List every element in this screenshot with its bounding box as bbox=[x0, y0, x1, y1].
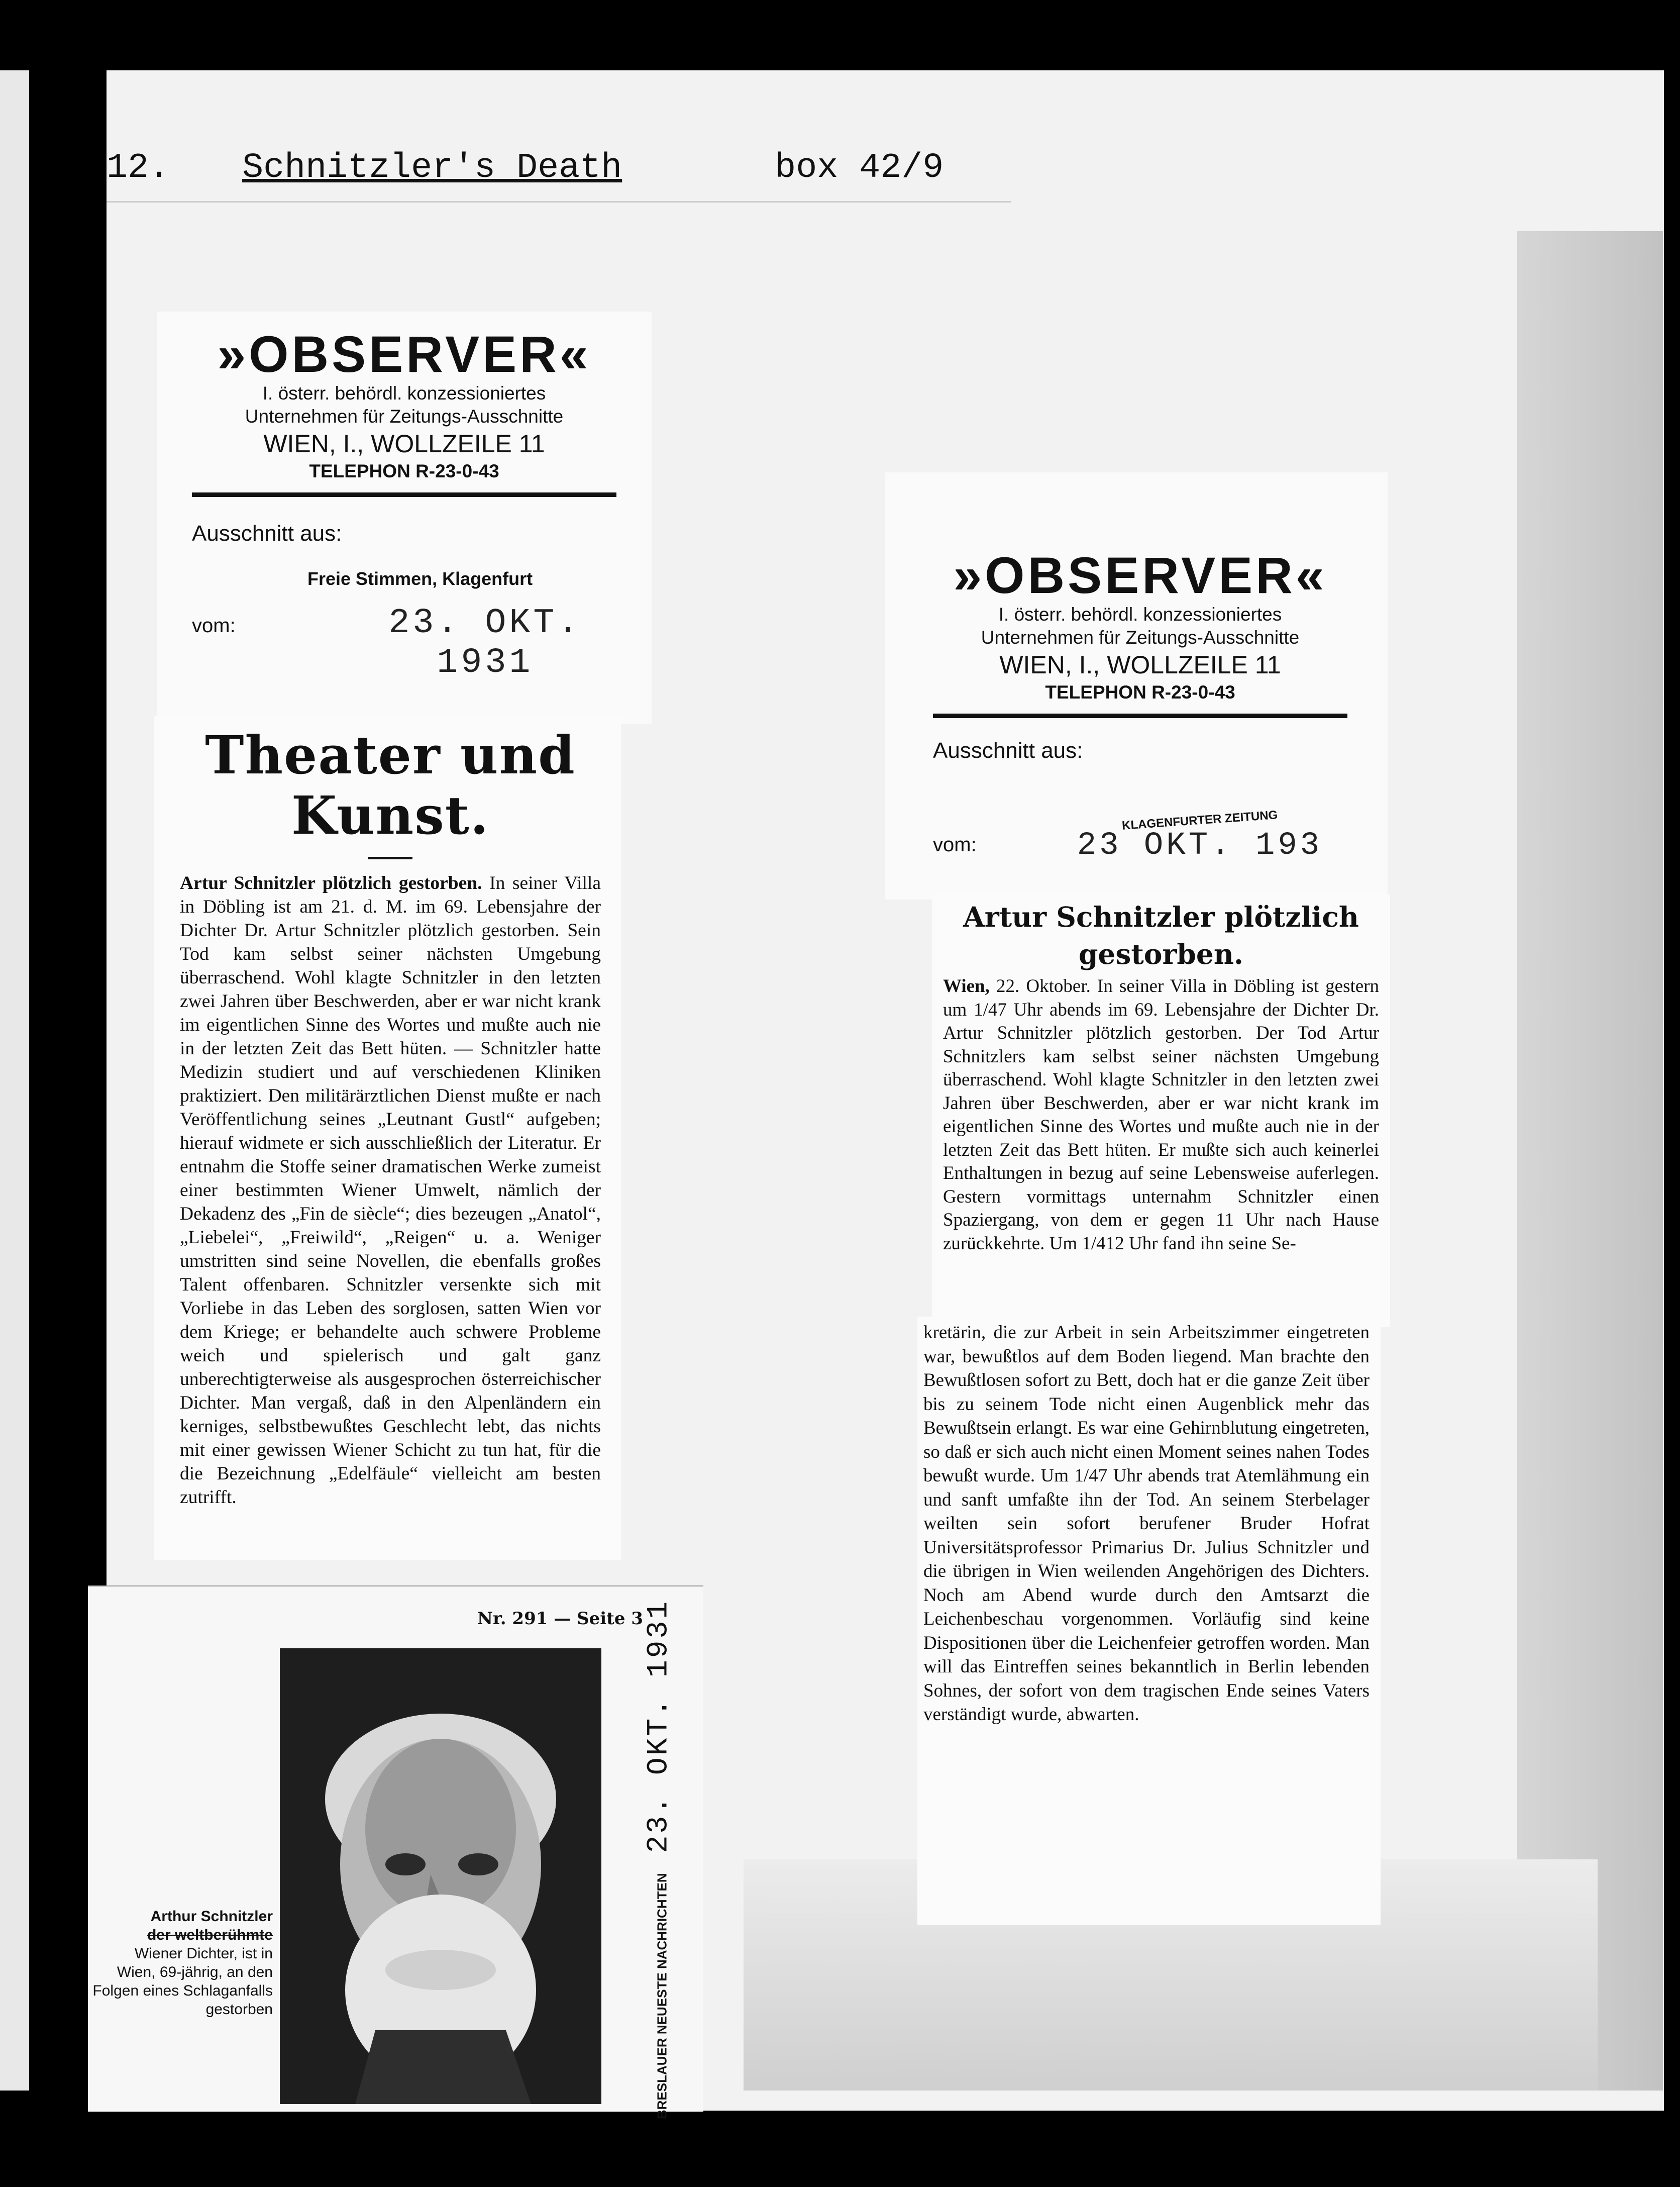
header-box: box 42/9 bbox=[775, 148, 944, 188]
date-stamp: 23 OKT. 193 bbox=[1077, 828, 1323, 864]
observer-line2: Unternehmen für Zeitungs-Ausschnitte bbox=[245, 406, 564, 427]
title-rule bbox=[368, 857, 412, 859]
ausschnitt-label: Ausschnitt aus: bbox=[192, 521, 342, 546]
header-number: 12. bbox=[107, 148, 170, 188]
page-shadow bbox=[1517, 231, 1663, 2091]
observer-slip-right bbox=[885, 472, 1388, 900]
clipping-body bbox=[180, 871, 601, 1509]
clipping-text: In seiner Villa in Döbling ist am 21. d. M. im 69. Lebensjahre der Dichter Dr. Artur Schnitzler plötzlich gestorben. Sein Tod kam selbst seiner nächsten Umgebung überraschend. Wohl klagte Schnitzler in den letzten zwei Jahren über Beschwerden, aber er war nicht krank im eigentlichen Sinne des Wortes und mußte auch nie in der letzten Zeit das Bett hüten. — Schnitzler hatte Medizin studiert und auf verschiedenen Kliniken praktiziert. Den militärärztlichen Dienst mußte er nach Veröffentlichung seines „Leutnant Gustl“ aufgeben; hierauf widmete er sich ausschließlich der Literatur. Er entnahm die Stoffe seiner dramatischen Werke zumeist einer bestimmten Wiener Umwelt, nämlich der Dekadenz des „Fin de siècle“; dies bezeugen „Anatol“, „Liebelei“, „Freiwild“, „Reigen“ u. a. Weniger umstritten sind seine Novellen, die ebenfalls großes Talent offenbaren. Schnitzler versenkte sich mit Vorliebe in das Leben des sorglosen, satten Wien vor dem Kriege; er behandelte auch schwere Probleme weich und spielerisch und galt ganz unberechtigterweise als ausgesprochen österreichischer Dichter. Man vergaß, daß in den Alpenländern ein kerniges, selbstbewußtes Geschlecht lebt, das nichts mit einer gewissen Wiener Schicht zu tun hat, für die die Bezeichnung „Edelfäule“ vielleicht am besten zutrifft. bbox=[180, 873, 601, 1508]
observer-telephone: TELEPHON R-23-0-43 bbox=[1045, 682, 1235, 703]
observer-rule bbox=[933, 714, 1347, 718]
caption-text: Wiener Dichter, ist in Wien, 69-jährig, an den Folgen eines Schlaganfalls gestorben bbox=[92, 1945, 273, 2018]
observer-brand: »OBSERVER« bbox=[953, 547, 1327, 604]
header-divider bbox=[107, 201, 1011, 203]
observer-brand: »OBSERVER« bbox=[217, 326, 591, 383]
clipping-text-upper: 22. Oktober. In seiner Villa in Döbling ist gestern um 1/47 Uhr abends im 69. Lebensjahre der Dichter Dr. Artur Schnitzler plötzlich gestorben. Der Tod Artur Schnitzlers kam selbst seiner nächsten Umgebung überraschend. Wohl klagte Schnitzler in den letzten zwei Jahren über Beschwerden, aber er war nicht krank im eigentlichen Sinne des Wortes und mußte auch nie in der letzten Zeit das Bett hüten. Er mußte sich auch keinerlei Enthaltungen in bezug auf seine Lebensweise auferlegen. Gestern vormittags unternahm Schnitzler einen Spaziergang, von dem er gegen 11 Uhr nach Hause zurückkehrte. Um 1/412 Uhr fand ihn seine Se- bbox=[943, 976, 1380, 1254]
observer-rule bbox=[192, 492, 616, 497]
clipping-death-report-upper bbox=[932, 894, 1390, 1327]
caption-name: Arthur Schnitzler bbox=[150, 1908, 273, 1925]
ausschnitt-label: Ausschnitt aus: bbox=[933, 738, 1083, 763]
caption-struck: der weltberühmte bbox=[147, 1927, 273, 1943]
observer-line1: I. österr. behördl. konzessioniertes bbox=[998, 604, 1282, 625]
observer-address: WIEN, I., WOLLZEILE 11 bbox=[999, 651, 1281, 679]
clipping-title: Artur Schnitzler plötzlich gestorben. bbox=[963, 901, 1359, 970]
clipping-headline: Artur Schnitzler plötzlich gestorben. bbox=[180, 873, 482, 893]
portrait-image bbox=[280, 1648, 601, 2104]
clipping-dateline: Wien, bbox=[943, 976, 990, 997]
vom-label: vom: bbox=[192, 615, 236, 637]
observer-telephone: TELEPHON R-23-0-43 bbox=[309, 461, 499, 481]
observer-line1: I. österr. behördl. konzessioniertes bbox=[262, 383, 546, 404]
issue-line: Nr. 291 — Seite 3 bbox=[477, 1609, 643, 1629]
vom-row bbox=[192, 604, 616, 683]
vertical-date: 23. OKT. 1931 bbox=[643, 1599, 676, 1853]
header-title: Schnitzler's Death bbox=[242, 148, 622, 188]
clipping-theater-und-kunst bbox=[154, 716, 621, 1560]
vom-label: vom: bbox=[933, 834, 977, 856]
clipping-body-upper bbox=[943, 975, 1379, 1255]
archive-header bbox=[107, 146, 1011, 191]
vertical-source: BRESLAUER NEUESTE NACHRICHTEN bbox=[654, 1873, 670, 2120]
observer-line2: Unternehmen für Zeitungs-Ausschnitte bbox=[981, 627, 1300, 648]
vertical-stamp bbox=[629, 1599, 689, 2120]
source-stamp: KLAGENFURTER ZEITUNG bbox=[1121, 808, 1278, 833]
clipping-text-lower: kretärin, die zur Arbeit in sein Arbeitszimmer eingetreten war, bewußtlos auf dem Boden liegend. Man brachte den Bewußtlosen sofort zu Bett, doch hat er die ganze Zeit über bis zu seinem Tode nicht einen Augenblick mehr das Bewußtsein erlangt. Es war eine Gehirnblutung eingetreten, so daß er sich auch nicht einen Moment seines nahen Todes bewußt wurde. Um 1/47 Uhr abends trat Atemlähmung ein und sanft umfaßte ihn der Tod. An seinem Sterbelager weilten sein sofort berufener Bruder Hofrat Universitätsprofessor Primarius Dr. Julius Schnitzler und die übrigen in Wien weilenden Angehörigen des Dichters. Noch am Abend wurde durch den Amtsarzt die Leichenbeschau vorgenommen. Vorläufig sind keine Dispositionen über die Leichenfeier getroffen worden. Man will das Eintreffen seines bekanntlich in Berlin lebenden Sohnes, der sofort von dem tragischen Ende seines Vaters verständigt wurde, abwarten. bbox=[923, 1322, 1370, 1725]
clipping-portrait bbox=[88, 1585, 703, 2112]
source-stamp: Freie Stimmen, Klagenfurt bbox=[307, 568, 533, 589]
portrait-frame bbox=[280, 1648, 601, 2104]
date-stamp: 23. OKT. 1931 bbox=[388, 604, 582, 683]
stamp-group bbox=[1077, 808, 1323, 864]
clip-edge bbox=[88, 1585, 703, 1586]
observer-address: WIEN, I., WOLLZEILE 11 bbox=[263, 430, 545, 458]
clipping-death-report-lower bbox=[917, 1317, 1381, 1925]
clipping-title: Theater und Kunst. bbox=[205, 724, 576, 846]
portrait-caption bbox=[92, 1907, 273, 2098]
previous-page-edge bbox=[0, 70, 29, 2091]
observer-slip-left bbox=[157, 312, 652, 724]
vom-row bbox=[933, 808, 1347, 864]
